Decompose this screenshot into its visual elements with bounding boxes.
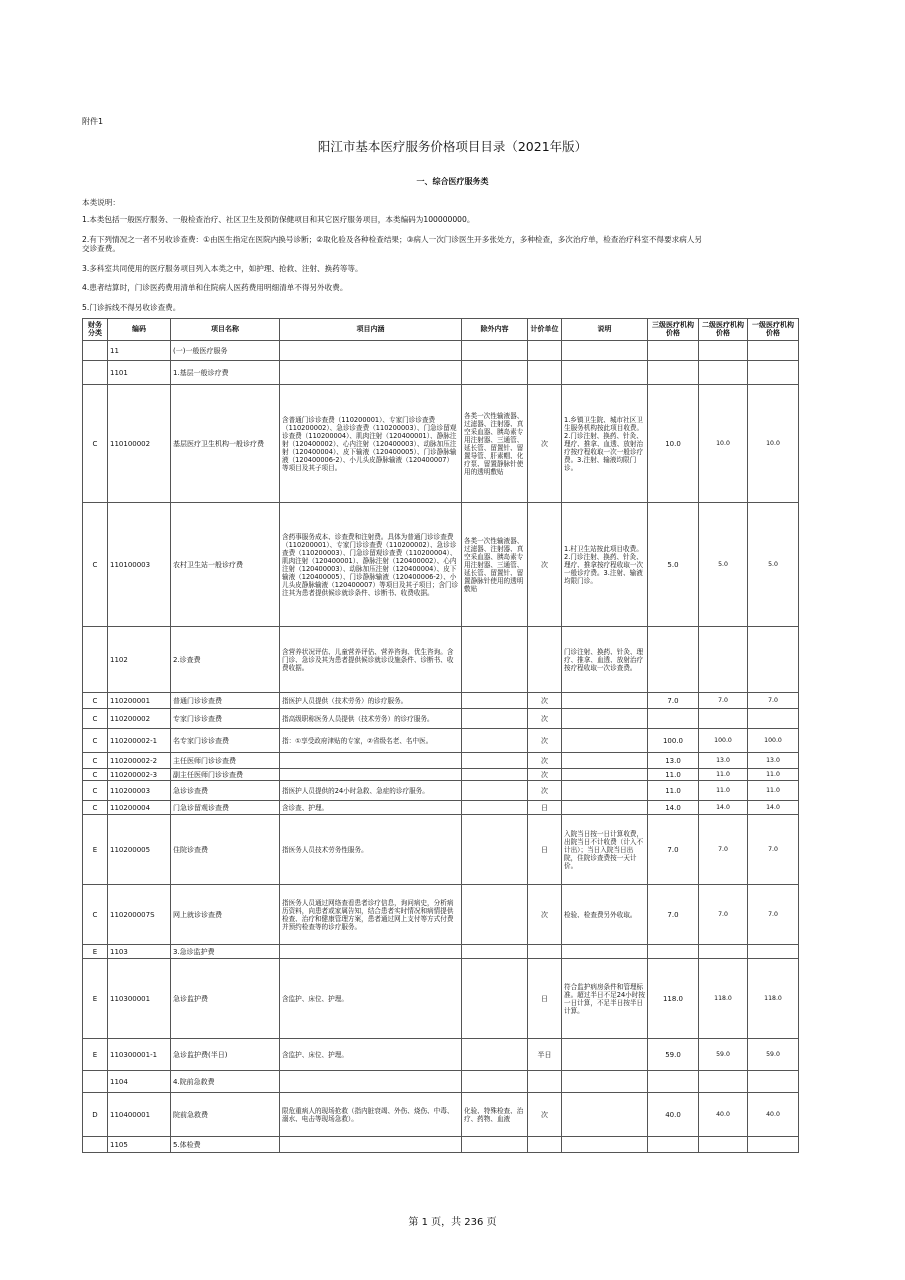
row-unit xyxy=(528,1137,562,1153)
header-category: 财务分类 xyxy=(83,319,108,341)
row-price-level3: 10.0 xyxy=(648,385,699,503)
row-code: 110100002 xyxy=(108,385,171,503)
row-category: E xyxy=(83,959,108,1039)
row-code: 110200003 xyxy=(108,781,171,801)
row-content: 限危重病人的现场抢救（指内脏衰竭、外伤、烧伤、中毒、溺水、电击等现场急救）。 xyxy=(280,1093,462,1137)
row-note xyxy=(562,769,648,781)
row-content: 含监护、床位、护理。 xyxy=(280,1039,462,1071)
row-code: 1101 xyxy=(108,361,171,385)
table-row xyxy=(83,1071,799,1093)
note-2: 2.有下列情况之一者不另收诊查费：①由医生指定在医院内换号诊断；②取化验及各种检查结果；③病人一次门诊医生开多张处方，多种检查，多次治疗单，检查治疗科室不得要求病人另交诊查费。 xyxy=(82,235,702,253)
row-note: 符合监护病房条件和管理标准。超过半日不足24小时按一日计算，不足半日按半日计算。 xyxy=(562,959,648,1039)
row-note xyxy=(562,709,648,729)
row-price-level2: 14.0 xyxy=(699,801,748,815)
row-name: 急诊监护费 xyxy=(171,959,280,1039)
row-unit: 次 xyxy=(528,1093,562,1137)
row-note xyxy=(562,801,648,815)
row-name: 主任医师门诊诊查费 xyxy=(171,753,280,769)
row-note: 1.乡镇卫生院、城市社区卫生服务机构按此项目收费。2.门诊注射、换药、针灸、理疗、推拿、血透、放射治疗按疗程收取一次一般诊疗费。3.注射、输液均限门诊。 xyxy=(562,385,648,503)
table-row xyxy=(83,815,799,885)
note-3: 3.多科室共同使用的医疗服务项目列入本类之中，如护理、抢救、注射、换药等等。 xyxy=(82,264,363,273)
row-code: 110200002-1 xyxy=(108,729,171,753)
row-code: 1105 xyxy=(108,1137,171,1153)
row-name: 基层医疗卫生机构一般诊疗费 xyxy=(171,385,280,503)
row-note xyxy=(562,1071,648,1093)
note-1: 1.本类包括一般医疗服务、一般检查治疗、社区卫生及预防保健项目和其它医疗服务项目，本类编码为100000000。 xyxy=(82,215,475,224)
row-category: C xyxy=(83,729,108,753)
row-category xyxy=(83,1137,108,1153)
table-row xyxy=(83,959,799,1039)
row-name: 急诊监护费(半日) xyxy=(171,1039,280,1071)
price-table xyxy=(82,318,799,1153)
table-row xyxy=(83,729,799,753)
row-price-level1: 118.0 xyxy=(748,959,799,1039)
row-excluded xyxy=(462,1137,528,1153)
header-unit: 计价单位 xyxy=(528,319,562,341)
header-content: 项目内涵 xyxy=(280,319,462,341)
row-name: 普通门诊诊查费 xyxy=(171,693,280,709)
header-code: 编码 xyxy=(108,319,171,341)
table-row xyxy=(83,693,799,709)
table-row xyxy=(83,945,799,959)
row-price-level1: 5.0 xyxy=(748,503,799,627)
header-price-level1: 一级医疗机构价格 xyxy=(748,319,799,341)
row-category: C xyxy=(83,769,108,781)
row-code: 110400001 xyxy=(108,1093,171,1137)
row-price-level2 xyxy=(699,341,748,361)
row-name: 急诊诊查费 xyxy=(171,781,280,801)
row-price-level1 xyxy=(748,341,799,361)
row-price-level3 xyxy=(648,1137,699,1153)
row-price-level2: 100.0 xyxy=(699,729,748,753)
row-price-level1: 7.0 xyxy=(748,885,799,945)
row-excluded xyxy=(462,815,528,885)
row-note xyxy=(562,781,648,801)
row-price-level2: 40.0 xyxy=(699,1093,748,1137)
row-category: C xyxy=(83,753,108,769)
table-row xyxy=(83,361,799,385)
row-name: 农村卫生站一般诊疗费 xyxy=(171,503,280,627)
annex-label: 附件1 xyxy=(82,117,104,126)
row-price-level1: 10.0 xyxy=(748,385,799,503)
table-row xyxy=(83,341,799,361)
row-category: C xyxy=(83,385,108,503)
row-excluded xyxy=(462,1071,528,1093)
row-price-level3 xyxy=(648,709,699,729)
row-price-level1: 7.0 xyxy=(748,693,799,709)
row-unit: 次 xyxy=(528,753,562,769)
table-row xyxy=(83,503,799,627)
row-code: 1102 xyxy=(108,627,171,693)
row-code: 1103 xyxy=(108,945,171,959)
row-content xyxy=(280,753,462,769)
row-content xyxy=(280,945,462,959)
row-content xyxy=(280,769,462,781)
row-unit: 次 xyxy=(528,781,562,801)
row-code: 110300001-1 xyxy=(108,1039,171,1071)
row-category: C xyxy=(83,801,108,815)
row-price-level2: 11.0 xyxy=(699,769,748,781)
row-content xyxy=(280,1137,462,1153)
row-price-level2: 5.0 xyxy=(699,503,748,627)
row-excluded xyxy=(462,781,528,801)
table-row xyxy=(83,769,799,781)
row-category: C xyxy=(83,709,108,729)
row-code: 110200001 xyxy=(108,693,171,709)
row-category xyxy=(83,341,108,361)
row-content xyxy=(280,341,462,361)
row-excluded xyxy=(462,361,528,385)
row-note: 1.村卫生站按此项目收费。2.门诊注射、换药、针灸、理疗、推拿按疗程收取一次一般诊疗费。3.注射、输液均限门诊。 xyxy=(562,503,648,627)
row-category: C xyxy=(83,885,108,945)
row-note xyxy=(562,753,648,769)
header-name: 项目名称 xyxy=(171,319,280,341)
row-excluded xyxy=(462,709,528,729)
row-price-level1: 13.0 xyxy=(748,753,799,769)
page-footer: 第 1 页，共 236 页 xyxy=(408,1217,497,1228)
table-row xyxy=(83,1039,799,1071)
row-price-level3 xyxy=(648,341,699,361)
row-code: 11 xyxy=(108,341,171,361)
row-name: (一)一般医疗服务 xyxy=(171,341,280,361)
row-price-level2: 10.0 xyxy=(699,385,748,503)
row-name: 副主任医师门诊诊查费 xyxy=(171,769,280,781)
row-category: D xyxy=(83,1093,108,1137)
table-row xyxy=(83,627,799,693)
row-content xyxy=(280,1071,462,1093)
row-name: 住院诊查费 xyxy=(171,815,280,885)
row-category: C xyxy=(83,693,108,709)
row-price-level3: 59.0 xyxy=(648,1039,699,1071)
row-category: C xyxy=(83,781,108,801)
row-price-level3: 14.0 xyxy=(648,801,699,815)
row-price-level3 xyxy=(648,361,699,385)
row-unit xyxy=(528,945,562,959)
row-content: 含药事服务成本、诊查费和注射费。具体为普通门诊诊查费（110200001）、专家门诊诊查费（110200002）、急诊诊查费（110200003）、门急诊留观诊查费（110200004）、肌肉注射（120400001）、静脉注射（120400002）、心内注射（120400003）、动脉加压注射（120400004）、皮下输液（120400005）、门诊静脉输液（120400006-2）、小儿头皮静脉输液（120400007）等项目及其子项目；含门诊注其为患者提供候诊就诊条件、诊断书、收费收据。 xyxy=(280,503,462,627)
row-price-level3: 7.0 xyxy=(648,815,699,885)
row-category: C xyxy=(83,503,108,627)
row-name: 名专家门诊诊查费 xyxy=(171,729,280,753)
row-unit: 日 xyxy=(528,801,562,815)
table-row xyxy=(83,709,799,729)
row-price-level2 xyxy=(699,945,748,959)
row-code: 110200004 xyxy=(108,801,171,815)
row-name: 4.院前急救费 xyxy=(171,1071,280,1093)
table-row xyxy=(83,801,799,815)
row-category xyxy=(83,361,108,385)
row-price-level3: 40.0 xyxy=(648,1093,699,1137)
row-price-level2 xyxy=(699,627,748,693)
row-price-level3: 11.0 xyxy=(648,769,699,781)
row-price-level1: 11.0 xyxy=(748,781,799,801)
header-excluded: 除外内容 xyxy=(462,319,528,341)
row-excluded xyxy=(462,769,528,781)
row-content: 含诊查、护理。 xyxy=(280,801,462,815)
row-name: 院前急救费 xyxy=(171,1093,280,1137)
row-price-level3: 7.0 xyxy=(648,693,699,709)
row-content: 含普通门诊诊查费（110200001）、专家门诊诊查费（110200002）、急诊诊查费（110200003）、门急诊留观诊查费（110200004）、肌肉注射（120400001）、静脉注射（120400002）、心内注射（120400003）、动脉加压注射（120400004）、皮下输液（120400005）、门诊静脉输液（120400006-2）、小儿头皮静脉输液（120400007）等项目及其子项目。 xyxy=(280,385,462,503)
row-excluded xyxy=(462,959,528,1039)
row-category xyxy=(83,1071,108,1093)
header-notes: 说明 xyxy=(562,319,648,341)
row-price-level3 xyxy=(648,627,699,693)
row-price-level2: 13.0 xyxy=(699,753,748,769)
row-name: 专家门诊诊查费 xyxy=(171,709,280,729)
row-excluded xyxy=(462,945,528,959)
row-note xyxy=(562,1093,648,1137)
row-category: E xyxy=(83,945,108,959)
row-note xyxy=(562,945,648,959)
row-content xyxy=(280,361,462,385)
row-price-level2: 7.0 xyxy=(699,693,748,709)
row-category: E xyxy=(83,815,108,885)
row-content: 指医护人员提供（技术劳务）的诊疗服务。 xyxy=(280,693,462,709)
table-row xyxy=(83,753,799,769)
row-price-level3: 13.0 xyxy=(648,753,699,769)
row-price-level1 xyxy=(748,945,799,959)
row-price-level3: 118.0 xyxy=(648,959,699,1039)
row-code: 110200005 xyxy=(108,815,171,885)
row-excluded xyxy=(462,885,528,945)
row-price-level2: 7.0 xyxy=(699,815,748,885)
row-content: 含营养状况评估、儿童营养评估、营养咨询、优生咨询。含门诊、急诊及其为患者提供候诊就诊设施条件、诊断书、收费收据。 xyxy=(280,627,462,693)
row-excluded: 各类一次性输液器、过滤器、注射器、真空采血器、胰岛素专用注射器、三通管、延长管、留置针、留置导管、肝素帽、化疗泵、留置静脉针使用的透明敷贴 xyxy=(462,385,528,503)
row-name: 5.体检费 xyxy=(171,1137,280,1153)
row-price-level3 xyxy=(648,1071,699,1093)
row-unit xyxy=(528,341,562,361)
table-row xyxy=(83,885,799,945)
row-price-level3: 11.0 xyxy=(648,781,699,801)
row-content: 指高级职称医务人员提供（技术劳务）的诊疗服务。 xyxy=(280,709,462,729)
row-excluded xyxy=(462,801,528,815)
row-price-level1 xyxy=(748,627,799,693)
row-price-level2: 11.0 xyxy=(699,781,748,801)
row-content: 指医护人员提供的24小时急救、急症的诊疗服务。 xyxy=(280,781,462,801)
table-row xyxy=(83,385,799,503)
row-note: 入院当日按一日计算收费，出院当日不计收费（计入不计出）；当日入院当日出院，住院诊查费按一天计价。 xyxy=(562,815,648,885)
row-price-level3: 7.0 xyxy=(648,885,699,945)
row-code: 110100003 xyxy=(108,503,171,627)
row-code: 110200007S xyxy=(108,885,171,945)
row-name: 2.诊查费 xyxy=(171,627,280,693)
row-unit: 日 xyxy=(528,815,562,885)
row-category xyxy=(83,627,108,693)
row-unit xyxy=(528,361,562,385)
row-unit: 次 xyxy=(528,693,562,709)
page-title: 阳江市基本医疗服务价格项目目录（2021年版） xyxy=(317,139,588,154)
row-price-level1: 14.0 xyxy=(748,801,799,815)
row-price-level2: 59.0 xyxy=(699,1039,748,1071)
row-price-level1: 11.0 xyxy=(748,769,799,781)
row-note xyxy=(562,693,648,709)
row-price-level1 xyxy=(748,1137,799,1153)
header-price-level3: 三级医疗机构价格 xyxy=(648,319,699,341)
row-note xyxy=(562,1137,648,1153)
row-price-level3: 5.0 xyxy=(648,503,699,627)
row-excluded: 化验、特殊检查、治疗、药物、血液 xyxy=(462,1093,528,1137)
row-excluded xyxy=(462,627,528,693)
row-price-level1: 7.0 xyxy=(748,815,799,885)
row-unit: 次 xyxy=(528,769,562,781)
row-note xyxy=(562,1039,648,1071)
row-unit: 次 xyxy=(528,709,562,729)
table-header-row xyxy=(83,319,799,341)
row-note xyxy=(562,729,648,753)
row-price-level3: 100.0 xyxy=(648,729,699,753)
row-excluded xyxy=(462,729,528,753)
row-code: 110300001 xyxy=(108,959,171,1039)
row-price-level2: 118.0 xyxy=(699,959,748,1039)
note-5: 5.门诊拆线不得另收诊查费。 xyxy=(82,303,181,312)
row-unit: 日 xyxy=(528,959,562,1039)
row-price-level1 xyxy=(748,1071,799,1093)
row-name: 网上就诊诊查费 xyxy=(171,885,280,945)
row-name: 1.基层一般诊疗费 xyxy=(171,361,280,385)
row-price-level2 xyxy=(699,709,748,729)
row-name: 门急诊留观诊查费 xyxy=(171,801,280,815)
section-heading: 一、综合医疗服务类 xyxy=(416,177,489,186)
row-note xyxy=(562,361,648,385)
row-content: 含监护、床位、护理。 xyxy=(280,959,462,1039)
row-note xyxy=(562,341,648,361)
row-price-level2 xyxy=(699,1071,748,1093)
row-content: 指医务人员通过网络查看患者诊疗信息，询问病史，分析病历资料，向患者或家属告知，结合患者实时情况和病情提供检查、治疗和健康管理方案，患者通过网上支付等方式付费并预约检查等的诊疗服务。 xyxy=(280,885,462,945)
row-price-level1: 40.0 xyxy=(748,1093,799,1137)
notes-intro: 本类说明： xyxy=(82,198,120,207)
row-excluded xyxy=(462,753,528,769)
row-unit: 次 xyxy=(528,885,562,945)
row-excluded xyxy=(462,341,528,361)
row-unit xyxy=(528,1071,562,1093)
table-row xyxy=(83,1137,799,1153)
row-price-level1 xyxy=(748,709,799,729)
row-code: 110200002 xyxy=(108,709,171,729)
table-row xyxy=(83,781,799,801)
row-note: 检验、检查费另外收取。 xyxy=(562,885,648,945)
table-row xyxy=(83,1093,799,1137)
row-content: 指医务人员技术劳务性服务。 xyxy=(280,815,462,885)
row-code: 110200002-2 xyxy=(108,753,171,769)
row-price-level1 xyxy=(748,361,799,385)
row-excluded xyxy=(462,693,528,709)
row-note: 门诊注射、换药、针灸、理疗、推拿、血透、放射治疗按疗程收取一次诊查费。 xyxy=(562,627,648,693)
row-unit: 次 xyxy=(528,385,562,503)
row-unit: 次 xyxy=(528,729,562,753)
header-price-level2: 二级医疗机构价格 xyxy=(699,319,748,341)
row-price-level1: 59.0 xyxy=(748,1039,799,1071)
row-content: 指：①享受政府津贴的专家，②省级名老、名中医。 xyxy=(280,729,462,753)
row-unit: 次 xyxy=(528,503,562,627)
row-price-level2 xyxy=(699,361,748,385)
row-name: 3.急诊监护费 xyxy=(171,945,280,959)
row-excluded xyxy=(462,1039,528,1071)
row-unit: 半日 xyxy=(528,1039,562,1071)
row-price-level2 xyxy=(699,1137,748,1153)
row-price-level1: 100.0 xyxy=(748,729,799,753)
row-code: 110200002-3 xyxy=(108,769,171,781)
row-price-level3 xyxy=(648,945,699,959)
row-excluded: 各类一次性输液器、过滤器、注射器、真空采血器、胰岛素专用注射器、三通管、延长管、留置针、留置静脉针使用的透明敷贴 xyxy=(462,503,528,627)
row-code: 1104 xyxy=(108,1071,171,1093)
note-4: 4.患者结算时，门诊医药费用清单和住院病人医药费用明细清单不得另外收费。 xyxy=(82,283,348,292)
row-price-level2: 7.0 xyxy=(699,885,748,945)
row-category: E xyxy=(83,1039,108,1071)
row-unit xyxy=(528,627,562,693)
